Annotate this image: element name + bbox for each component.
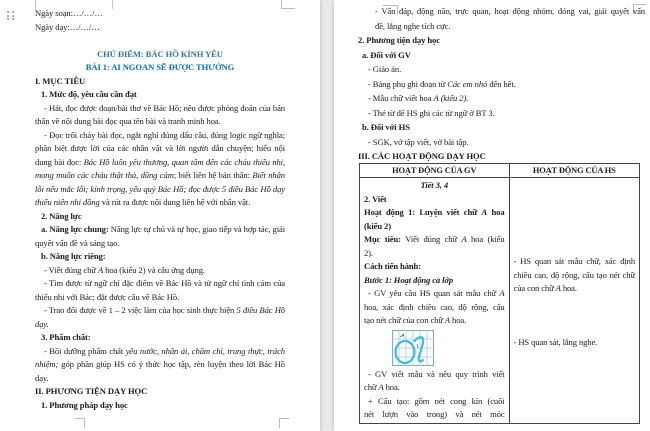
margin-crop-mark: [75, 418, 85, 428]
text-segment: nét lượn vào trong) và nét móc: [364, 409, 505, 419]
text-segment: quyết vấn đề và sáng tạo.: [35, 237, 120, 248]
text-line: [364, 233, 505, 247]
text-segment: Ngày soạn:…/…/…: [35, 8, 103, 18]
text-segment: - Hát, đọc được đoạn/bài thơ về Bác Hồ; nêu được phỏng đoán của bản: [44, 102, 285, 113]
text-line: [35, 75, 285, 89]
text-segment: Hoạt động 1: Luyện viết chữ: [364, 207, 482, 217]
text-segment: thiếu niên nhi đồng: [35, 197, 100, 207]
text-line: [35, 291, 285, 305]
text-segment: - Đọc trôi chảy bài đọc, ngắt nghỉ đúng dấu câu, đúng logic ngữ nghĩa;: [44, 129, 285, 140]
text-line: [358, 77, 645, 92]
text-line: [35, 345, 285, 359]
text-segment: thân về nội dung bài đọc qua tên bài và tranh minh họa.: [35, 116, 221, 126]
text-segment: góp phần giúp HS có ý thức học tập, rèn luyện theo lời Bác Hồ: [58, 359, 285, 369]
text-line: [514, 282, 635, 296]
text-line: [364, 274, 505, 288]
text-line: [35, 21, 285, 35]
text-line: [35, 372, 285, 386]
table-header-gv: HOẠT ĐỘNG CỦA GV: [360, 164, 510, 178]
text-segment: 1. Phương pháp dạy học: [41, 399, 128, 410]
table-header-row: [360, 164, 640, 178]
text-line: [35, 250, 285, 264]
text-segment: phân biệt được lời của các nhân vật và lời người dẫn chuyện; hiểu nội: [35, 143, 285, 153]
text-segment: Các em nhỏ: [447, 78, 488, 89]
text-segment: yêu nước, nhân ái, chăm chỉ, trung thực, trách: [125, 345, 285, 356]
text-line: [35, 304, 285, 318]
text-segment: hoa, xác định chiều cao, độ rộng, cấu: [364, 301, 505, 312]
text-line: [35, 331, 285, 345]
text-line: [364, 301, 505, 315]
text-segment: A: [481, 207, 488, 217]
text-line: [35, 210, 285, 224]
table-body-row: [360, 178, 640, 424]
text-segment: Năng lực tự chủ và tự học, giao tiếp và hợp tác, giải: [110, 224, 285, 234]
left-page-text: [35, 7, 285, 412]
text-segment: - HS quan sát mẫu chữ, xác định: [513, 256, 635, 266]
text-segment: A: [555, 283, 561, 293]
text-line: [364, 408, 505, 422]
text-line: [35, 385, 285, 399]
text-line: [364, 179, 505, 193]
text-segment: A: [499, 288, 505, 298]
text-segment: - SGK, vở tập viết, vở bài tập.: [368, 136, 469, 147]
text-segment: hoa: [487, 207, 505, 217]
text-segment: chiều cao, độ rộng, cấu tạo nét chữ: [513, 269, 635, 280]
text-segment: 2).: [364, 247, 373, 258]
text-line: [358, 19, 645, 34]
text-segment: đến hết.: [487, 78, 516, 89]
text-segment: - Bồi dưỡng phẩm chất: [44, 345, 126, 356]
text-line: [35, 156, 285, 170]
text-line: [35, 129, 285, 143]
text-segment: I. MỤC TIÊU: [35, 75, 86, 86]
text-segment: Viết đúng chữ: [405, 234, 462, 244]
text-segment: dạy.: [35, 372, 49, 383]
hs-text-block-1: [514, 255, 635, 296]
text-line: [358, 120, 645, 135]
text-segment: 2. Phương tiện dạy học: [358, 35, 440, 45]
text-segment: A: [461, 234, 467, 244]
text-line: [35, 223, 285, 237]
cell-spacer: [514, 179, 635, 255]
text-line: [364, 395, 505, 409]
text-line: [35, 88, 285, 102]
text-line: [358, 106, 645, 121]
right-page-text: [358, 4, 645, 164]
text-line: [364, 314, 505, 328]
text-segment: + Cấu tạo: gồm nét cong kín (cuối: [368, 395, 505, 406]
text-segment: Mục tiêu:: [364, 234, 406, 244]
text-segment: và rút ra được nội dung liên hệ với nhân vật.: [99, 197, 251, 207]
text-line: [358, 149, 645, 164]
activities-table: [359, 163, 640, 424]
text-line: [35, 48, 285, 62]
text-segment: Biết nhận: [252, 170, 285, 180]
text-segment: - Tìm được từ ngữ chỉ đặc điểm về Bác Hồ và từ ngữ chỉ tình cảm của: [44, 278, 285, 288]
text-segment: - Thẻ từ để HS ghi các từ ngữ ở BT 3.: [368, 107, 495, 118]
text-line: [358, 33, 645, 48]
text-segment: A: [97, 264, 104, 275]
gv-text-bottom: [364, 368, 505, 422]
text-line: [514, 255, 635, 269]
text-segment: - Trao đổi được về 1 – 2 việc làm của học sinh thực hiện: [44, 305, 237, 315]
text-segment: hoa.: [383, 382, 400, 392]
hs-text-block-2: [514, 336, 635, 350]
text-segment: - Vấn đáp, động não, trực quan, hoạt động nhóm, đóng vai, giải quyết vấn: [375, 6, 645, 16]
text-segment: đề, lắng nghe tích cực.: [375, 20, 451, 31]
text-segment: [35, 35, 37, 45]
text-segment: nhiệm;: [35, 359, 59, 369]
text-line: [364, 206, 505, 220]
hs-activities-cell: [509, 178, 639, 424]
text-segment: - GV yêu cầu HS quan sát mẫu chữ: [368, 288, 500, 298]
text-line: [35, 318, 285, 332]
text-segment: III. CÁC HOẠT ĐỘNG DẠY HỌC: [358, 151, 486, 161]
text-line: [35, 169, 285, 183]
text-segment: Bác Hồ luôn yêu thương, quan tâm đến các cháu thiếu nhi,: [83, 156, 285, 167]
letter-A-hoa-sample-image: [392, 330, 434, 366]
text-line: [358, 4, 645, 19]
text-line: [35, 237, 285, 251]
text-segment: mong muốn các cháu thật thà, dũng cảm: [35, 170, 174, 180]
text-segment: 5 điều Bác Hồ: [236, 305, 285, 315]
gv-text-top: [364, 179, 505, 328]
table-header-hs: HOẠT ĐỘNG CỦA HS: [509, 164, 639, 178]
text-segment: Cách tiến hành:: [364, 261, 421, 271]
text-line: [35, 358, 285, 372]
text-line: [514, 336, 635, 350]
text-line: [35, 115, 285, 129]
cell-spacer: [514, 296, 635, 336]
text-segment: hoa.: [560, 283, 577, 293]
text-segment: tạo nét chữ của con chữ: [364, 315, 445, 325]
text-segment: Tiết 3, 4: [420, 180, 449, 190]
text-segment: - HS quan sát, lắng nghe.: [513, 336, 598, 347]
text-segment: (kiểu 2): [364, 220, 391, 231]
text-segment: 1. Mức độ, yêu cầu cần đạt: [41, 89, 137, 99]
text-segment: a. Đối với GV: [362, 49, 411, 60]
margin-crop-mark: [279, 418, 289, 428]
text-line: [364, 381, 505, 395]
text-segment: A: [444, 315, 451, 325]
text-segment: A: [378, 382, 384, 392]
text-line: [35, 34, 285, 48]
drag-handle-icon[interactable]: [7, 11, 16, 21]
text-segment: - Giáo án.: [368, 64, 402, 74]
text-segment: Bước 1: Hoạt động cả lớp: [364, 274, 454, 285]
text-segment: 3. Phẩm chất:: [41, 332, 91, 342]
text-line: [358, 62, 645, 77]
text-line: [364, 220, 505, 234]
text-line: [35, 183, 285, 197]
text-line: [364, 368, 505, 382]
text-segment: CHỦ ĐIỂM: BÁC HỒ KÍNH YÊU: [97, 48, 223, 59]
text-segment: hoa (kiểu: [466, 234, 505, 244]
text-segment: hoa.: [450, 315, 467, 325]
text-line: [35, 102, 285, 116]
text-segment: dung bài đọc:: [35, 156, 84, 167]
text-segment: - Bảng phụ ghi đoạn từ: [368, 78, 448, 89]
text-line: [35, 399, 285, 413]
text-segment: thiếu nhi với Bác; đặt được câu về Bác Hồ.: [35, 291, 180, 302]
text-line: [364, 260, 505, 274]
text-line: [358, 48, 645, 63]
text-segment: b. Năng lực riêng:: [41, 251, 106, 261]
text-line: [35, 277, 285, 291]
text-segment: Ngày dạy:…/…/…: [35, 21, 100, 32]
text-segment: - Mẫu chữ viết hoa: [368, 93, 434, 103]
text-line: [358, 91, 645, 106]
text-segment: 2. Năng lực: [41, 210, 82, 221]
text-segment: a. Năng lực chung:: [41, 224, 111, 234]
text-line: [364, 193, 505, 207]
text-line: [514, 269, 635, 283]
text-line: [35, 142, 285, 156]
text-segment: - GV viết mẫu và nêu quy trình viết: [368, 368, 505, 379]
text-segment: - Viết đúng chữ: [44, 264, 98, 275]
text-line: [35, 264, 285, 278]
text-segment: 2. Viết: [364, 193, 387, 204]
text-segment: ; biết liên hệ bản thân:: [173, 170, 253, 180]
text-segment: lỗi nếu mắc lỗi; kính trọng, yêu quý Bác Hồ; đọc được 5 điều Bác Hồ dạy: [35, 183, 285, 194]
text-segment: chữ: [364, 382, 379, 392]
gv-activities-cell: [360, 178, 510, 424]
text-segment: b. Đối với HS: [362, 122, 410, 132]
text-segment: dạy.: [35, 318, 49, 329]
text-segment: II. PHƯƠNG TIỆN DẠY HỌC: [35, 386, 148, 396]
text-line: [35, 7, 285, 21]
text-line: [358, 135, 645, 150]
text-line: [364, 287, 505, 301]
text-line: [35, 61, 285, 75]
text-segment: BÀI 1: AI NGOAN SẼ ĐƯỢC THƯỞNG: [85, 62, 235, 72]
text-line: [364, 247, 505, 261]
text-segment: hoa (kiểu 2) và câu ứng dụng.: [103, 264, 205, 275]
text-segment: A (kiểu 2).: [433, 93, 469, 103]
text-line: [35, 196, 285, 210]
text-segment: của con chữ: [513, 283, 556, 293]
